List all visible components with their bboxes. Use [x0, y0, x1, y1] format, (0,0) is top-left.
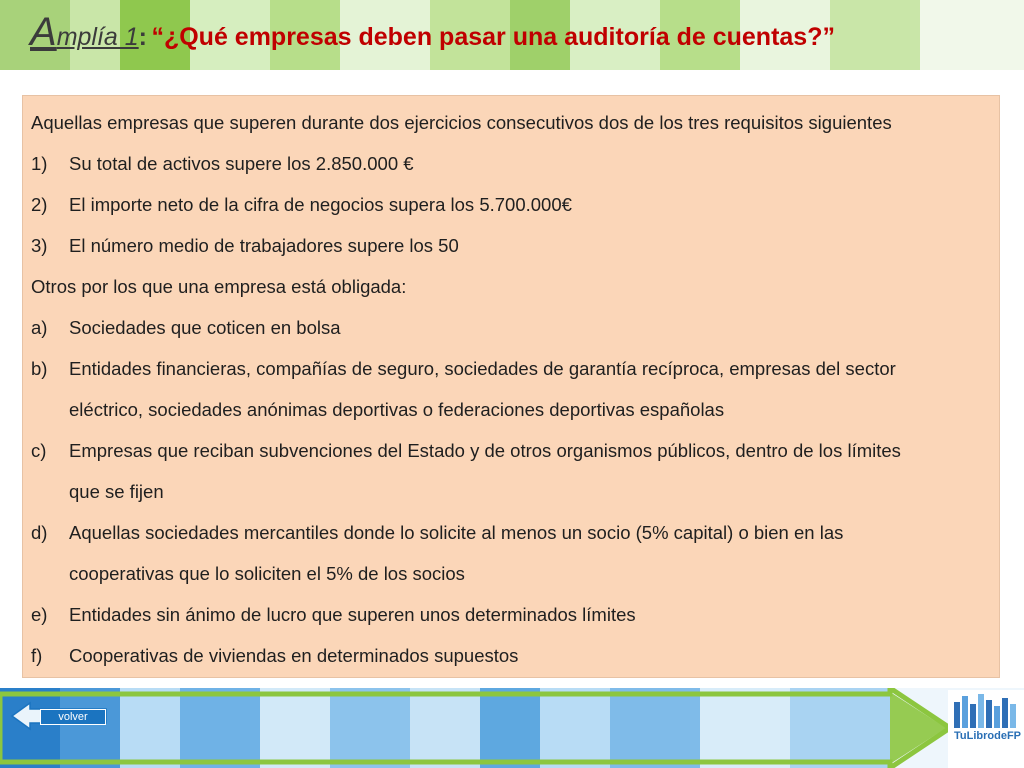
requirement-text: Su total de activos supere los 2.850.000 € — [69, 153, 414, 174]
content-box — [22, 95, 1000, 678]
requirement-text: El número medio de trabajadores supere los 50 — [69, 235, 459, 256]
other-text: Entidades sin ánimo de lucro que superen unos determinados límites — [69, 604, 636, 625]
other-marker: f) — [31, 645, 43, 666]
requirement-marker: 3) — [31, 235, 48, 256]
back-button[interactable] — [10, 701, 110, 731]
logo-text: TuLibrodeFP — [954, 730, 1022, 742]
books-icon — [948, 690, 1024, 730]
other-text-continued: cooperativas que lo soliciten el 5% de los socios — [69, 563, 465, 584]
requirement-marker: 2) — [31, 194, 48, 215]
slide-title — [30, 10, 835, 55]
back-button-label: volver — [40, 709, 106, 725]
other-text: Empresas que reciban subvenciones del Estado y de otros organismos públicos, dentro de los límites — [69, 440, 901, 461]
intro-text: Aquellas empresas que superen durante dos ejercicios consecutivos dos de los tres requisitos siguientes — [31, 112, 892, 133]
others-heading: Otros por los que una empresa está obligada: — [31, 276, 407, 297]
requirement-marker: 1) — [31, 153, 48, 174]
other-text-continued: que se fijen — [69, 481, 164, 502]
other-text: Sociedades que coticen en bolsa — [69, 317, 341, 338]
other-marker: b) — [31, 358, 48, 379]
requirement-text: El importe neto de la cifra de negocios supera los 5.700.000€ — [69, 194, 572, 215]
title-question: “¿Qué empresas deben pasar una auditoría de cuentas?” — [151, 23, 835, 51]
other-text: Aquellas sociedades mercantiles donde lo solicite al menos un socio (5% capital) o bien en las — [69, 522, 844, 543]
other-marker: a) — [31, 317, 48, 338]
title-prefix: mplía 1 — [56, 23, 139, 51]
other-marker: d) — [31, 522, 48, 543]
other-text: Entidades financieras, compañías de seguro, sociedades de garantía recíproca, empresas del sector — [69, 358, 896, 379]
title-initial: A — [30, 10, 57, 54]
title-colon: : — [138, 23, 147, 51]
bottom-band — [0, 688, 1024, 768]
other-text-continued: eléctrico, sociedades anónimas deportivas o federaciones deportivas españolas — [69, 399, 725, 420]
right-arrow-icon — [0, 688, 960, 768]
books-logo-icon — [948, 690, 1024, 768]
other-marker: c) — [31, 440, 47, 461]
other-marker: e) — [31, 604, 48, 625]
other-text: Cooperativas de viviendas en determinados supuestos — [69, 645, 519, 666]
